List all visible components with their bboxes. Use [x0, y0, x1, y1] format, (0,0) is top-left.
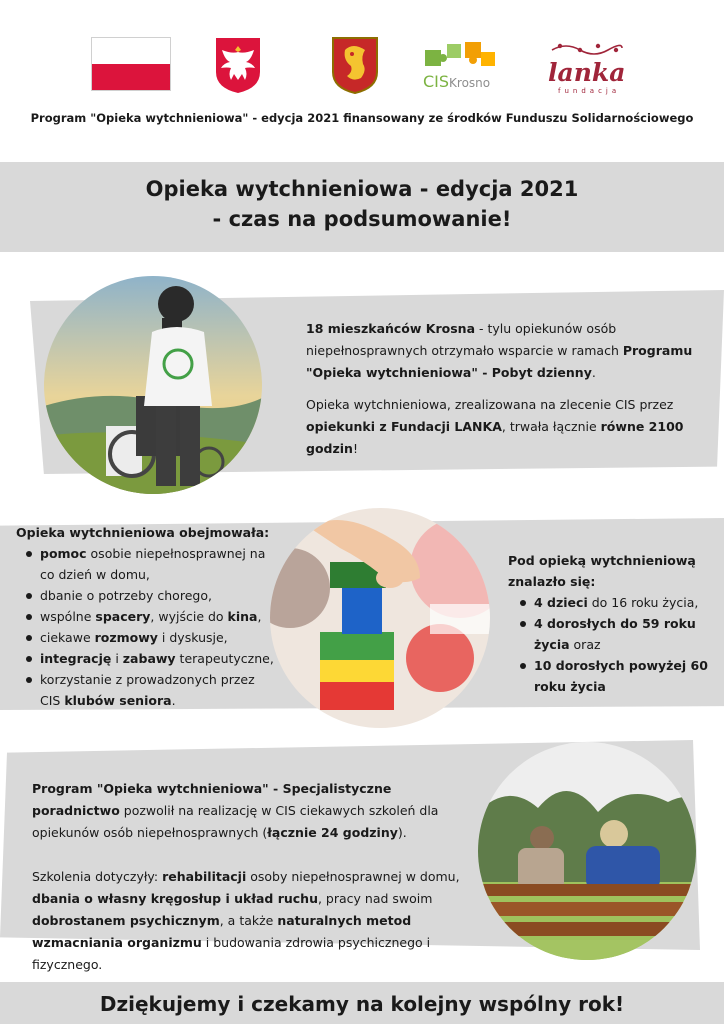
section3-text: [32, 778, 462, 976]
list-item: 10 dorosłych powyżej 60 roku życia: [508, 655, 708, 697]
cis-main-text: CIS: [423, 72, 450, 91]
lanka-foundation-logo: [546, 40, 626, 98]
cis-krosno-logo: [421, 40, 507, 92]
krosno-coat-of-arms-icon: [331, 36, 379, 94]
page-title-line2: - czas na podsumowanie!: [212, 207, 512, 231]
seniors-on-bench-photo: [478, 742, 696, 960]
section3-paragraph1: Program "Opieka wytchnieniowa" - Specjalistyczne poradnictwo pozwolił na realizację w CIS ciekawych szkoleń dla opiekunów osób niepełnosprawnych (łącznie 24 godziny).: [32, 781, 439, 840]
list-item: ciekawe rozmowy i dyskusje,: [16, 627, 278, 648]
section1-text: [306, 318, 696, 460]
list-item: wspólne spacery, wyjście do kina,: [16, 606, 278, 627]
lanka-sub-text: fundacja: [558, 87, 621, 95]
caregiver-wheelchair-photo: [44, 276, 262, 494]
care-scope-list: [16, 522, 278, 711]
program-line: Program "Opieka wytchnieniowa" - edycja 2021 finansowany ze środków Funduszu Solidarnościowego: [30, 111, 694, 125]
list-item: 4 dorosłych do 59 roku życia oraz: [508, 613, 708, 655]
beneficiaries-heading: Pod opieką wytchnieniową znalazło się:: [508, 553, 696, 589]
list-item: dbanie o potrzeby chorego,: [16, 585, 278, 606]
title-band: [0, 162, 724, 252]
list-item: pomoc osobie niepełnosprawnej na co dzień w domu,: [16, 543, 278, 585]
polish-eagle-emblem-icon: [214, 36, 262, 94]
care-scope-heading: Opieka wytchnieniowa obejmowała:: [16, 525, 270, 540]
lanka-main-text: lanka: [548, 58, 626, 87]
list-item: 4 dzieci do 16 roku życia,: [508, 592, 708, 613]
page-title-line1: Opieka wytchnieniowa - edycja 2021: [145, 177, 579, 201]
child-building-blocks-photo: [270, 508, 490, 728]
section1-paragraph2: Opieka wytchnieniowa, zrealizowana na zlecenie CIS przez opiekunki z Fundacji LANKA, trwała łącznie równe 2100 godzin!: [306, 397, 684, 456]
cis-sub-text: Krosno: [449, 76, 491, 90]
section1-paragraph1: 18 mieszkańców Krosna - tylu opiekunów osób niepełnosprawnych otrzymało wsparcie w ramach Programu "Opieka wytchnieniowa" - Pobyt dzienny.: [306, 321, 693, 380]
footer-band: [0, 982, 724, 1024]
logo-row: [0, 34, 724, 98]
polish-flag-icon: [91, 37, 171, 91]
list-item: integrację i zabawy terapeutyczne,: [16, 648, 278, 669]
list-item: korzystanie z prowadzonych przez CIS klubów seniora.: [16, 669, 278, 711]
footer-thanks: Dziękujemy i czekamy na kolejny wspólny rok!: [99, 992, 625, 1016]
section3-paragraph2: Szkolenia dotyczyły: rehabilitacji osoby niepełnosprawnej w domu, dbania o własny kręgosłup i układ ruchu, pracy nad swoim dobrostanem psychicznym, a także naturalnych metod wzmacniania organizmu i budowania zdrowia psychicznego i fizycznego.: [32, 869, 460, 972]
beneficiaries-list: [508, 550, 708, 697]
